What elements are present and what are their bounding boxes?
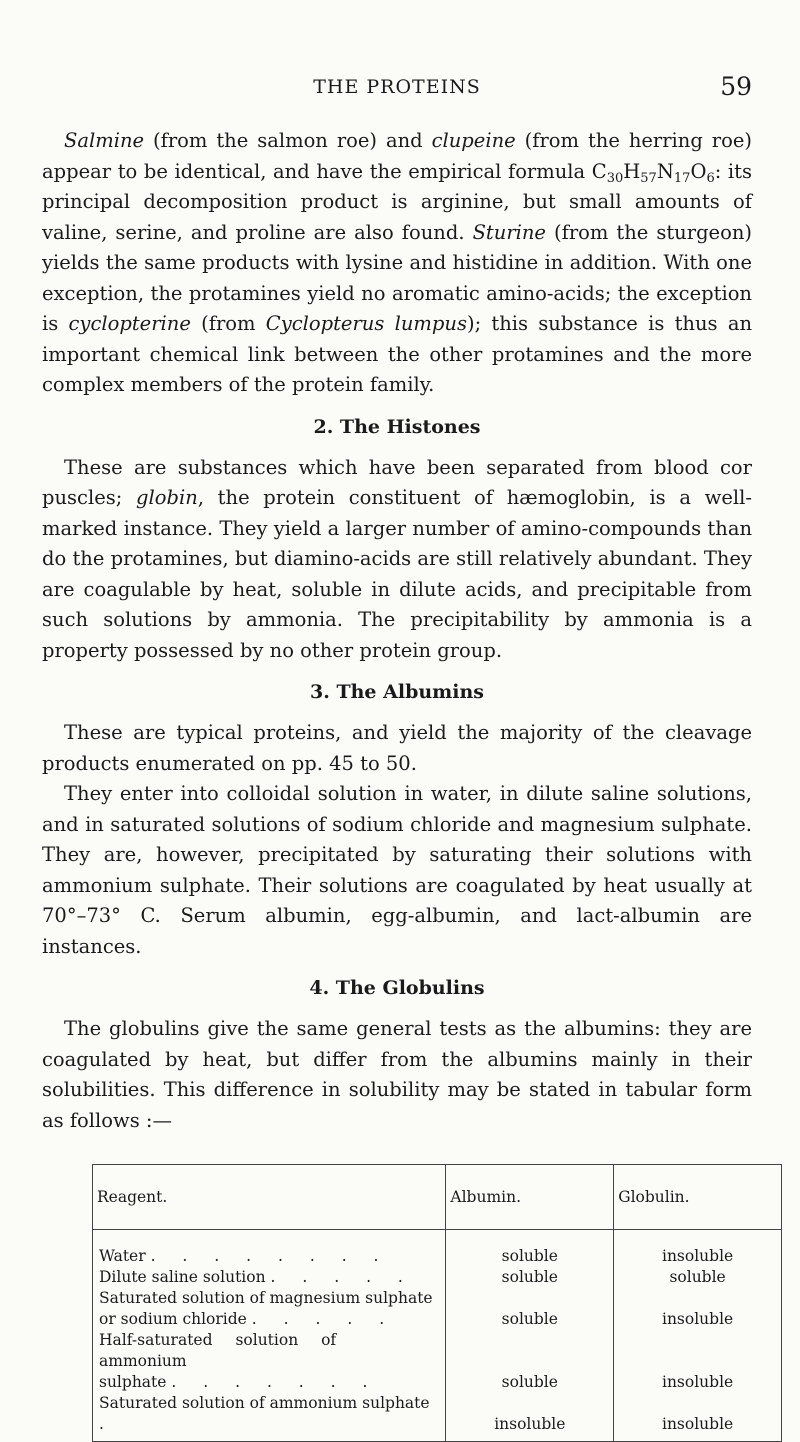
albumin-cell: soluble (446, 1288, 614, 1330)
table-header-row (93, 1165, 782, 1230)
histones-paragraph (42, 453, 752, 667)
formula-subscript: 6 (706, 170, 715, 186)
albumin-cell: soluble (446, 1267, 614, 1288)
term-cyclopterine: cyclopterine (68, 312, 191, 335)
leader-dots: . . . . . . . (171, 1373, 379, 1391)
formula-element: N (656, 159, 674, 183)
reagent-cell (93, 1288, 446, 1330)
reagent-name-line: Saturated solution of magnesium sulphate (99, 1289, 433, 1307)
formula-subscript: 57 (640, 170, 657, 186)
text-run: , the protein constituent of hæmoglobin, is a well-marked instance. They yield a larger number of amino-compounds than do the protamines, but diamino-acids are still relatively abundant. They are coagulable by heat, soluble in dilute acids, and precipitable from such solutions by ammonia. The precipitability by ammonia is a property possessed by no other protein group. (42, 486, 752, 662)
term-salmine: Salmine (64, 129, 145, 152)
term-globin: globin (136, 486, 198, 509)
section-heading-histones: 2. The Histones (313, 415, 481, 438)
term-clupeine: clupeine (431, 129, 516, 152)
column-header-albumin: Albumin. (446, 1165, 614, 1230)
page-body (42, 126, 752, 1442)
page-number: 59 (720, 72, 752, 101)
running-head: THE PROTEINS (313, 76, 481, 98)
albumins-paragraph-2: They enter into colloidal solution in water, in dilute saline solutions, and in saturated solutions of sodium chloride and magnesium sulphate. They are, however, precipitated by saturating their solutions with ammonium sulphate. Their solutions are coagulated by heat usually at 70°–73° C. Serum albumin, egg-albumin, and lact-albumin are instances. (42, 782, 752, 958)
reagent-name: Dilute saline solution (99, 1268, 266, 1286)
reagent-cell (93, 1393, 446, 1442)
albumin-cell: insoluble (446, 1393, 614, 1442)
text-run: (from (190, 312, 266, 335)
reagent-name: or sodium chloride (99, 1310, 247, 1328)
column-header-globulin: Globulin. (614, 1165, 782, 1230)
reagent-name: sulphate (99, 1373, 167, 1391)
table-row (93, 1330, 782, 1393)
leader-dots: . . . . . (251, 1310, 396, 1328)
text-run: ); this substance is thus an important chemical link between the other protamines and the more complex members of the protein family. (42, 312, 752, 396)
albumin-cell: soluble (446, 1330, 614, 1393)
reagent-cell (93, 1330, 446, 1393)
reagent-name: Saturated solution of ammonium sulphate (99, 1394, 430, 1412)
protamines-paragraph (42, 126, 752, 401)
globulins-paragraph: The globulins give the same general tests as the albumins: they are coagulated by heat, but differ from the albumins mainly in their solubilities. This difference in solubility may be stated in tabular form as follows :— (42, 1017, 752, 1132)
table-row (93, 1288, 782, 1330)
leader-dots: . . . . . . . . (150, 1247, 390, 1265)
table-row (93, 1267, 782, 1288)
section-heading-globulins: 4. The Globulins (309, 977, 485, 999)
text-run: (from the herring roe) appear to be identical, and have the empirical formula C (42, 129, 752, 183)
page-header (42, 72, 752, 106)
reagent-cell (93, 1267, 446, 1288)
leader-dots: . . . . . (270, 1268, 414, 1286)
globulin-cell: insoluble (614, 1393, 782, 1442)
formula-subscript: 30 (606, 170, 624, 186)
term-cyclopterus-lumpus: Cyclopterus lumpus (265, 312, 467, 335)
table-row (93, 1393, 782, 1442)
text-run: These are substances which have been separated from blood cor puscles; (42, 455, 752, 509)
section-heading-albumins: 3. The Albumins (310, 681, 484, 703)
globulin-cell: soluble (614, 1267, 782, 1288)
reagent-cell (93, 1230, 446, 1268)
leader-dots: . (99, 1415, 115, 1433)
table-row (93, 1230, 782, 1268)
formula-subscript: 17 (673, 170, 691, 186)
reagent-name: Water (99, 1247, 146, 1265)
globulin-cell: insoluble (614, 1288, 782, 1330)
solubility-table (92, 1164, 782, 1442)
text-run: (from the sturgeon) yields the same products with lysine and histidine in addition. With one exception, the protamines yield no aromatic amino-acids; the exception is (42, 220, 752, 335)
formula-element: O (690, 159, 707, 183)
albumins-paragraph-1: These are typical proteins, and yield the majority of the cleavage products enumerated on pp. 45 to 50. (42, 721, 752, 775)
term-sturine: Sturine (472, 220, 546, 244)
reagent-name-line: Half-saturated solution of ammonium (99, 1331, 337, 1370)
formula-element: H (623, 159, 641, 183)
text-run: (from the salmon roe) and (144, 129, 432, 152)
column-header-reagent: Reagent. (93, 1165, 446, 1230)
albumin-cell: soluble (446, 1230, 614, 1268)
globulin-cell: insoluble (614, 1230, 782, 1268)
globulin-cell: insoluble (614, 1330, 782, 1393)
text-run: : its principal decomposition product is arginine, but small amounts of valine, serine, and proline are also found. (42, 159, 752, 244)
